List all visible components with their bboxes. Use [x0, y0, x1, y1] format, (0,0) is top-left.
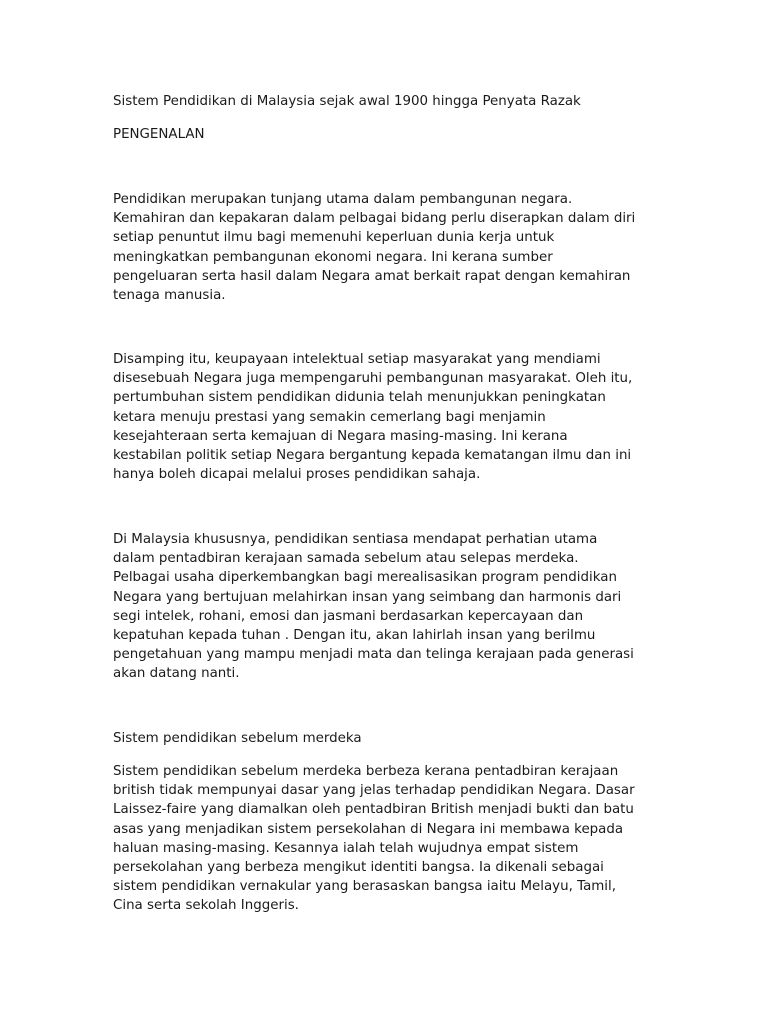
document-title: Sistem Pendidikan di Malaysia sejak awal 1900 hingga Penyata Razak — [113, 94, 581, 109]
paragraph: Di Malaysia khususnya, pendidikan sentiasa mendapat perhatian utama dalam pentadbiran kerajaan samada sebelum atau selepas merdeka. Pelbagai usaha diperkembangkan bagi merealisasikan program pendidikan Negara yang bertujuan melahirkan insan yang seimbang dan harmonis dari segi intelek, rohani, emosi dan jasmani berdasarkan kepercayaan dan kepatuhan kepada tuhan . Dengan itu, akan lahirlah insan yang berilmu pengetahuan yang mampu menjadi mata dan telinga kerajaan pada generasi akan datang nanti. — [113, 532, 634, 682]
paragraph: Disamping itu, keupayaan intelektual setiap masyarakat yang mendiami disesebuah Negara juga mempengaruhi pembangunan masyarakat. Oleh itu, pertumbuhan sistem pendidikan didunia telah menunjukkan peningkatan ketara menuju prestasi yang semakin cemerlang bagi menjamin kesejahteraan serta kemajuan di Negara masing-masing. Ini kerana kestabilan politik setiap Negara bergantung kepada kematangan ilmu dan ini hanya boleh dicapai melalui proses pendidikan sahaja. — [113, 352, 633, 483]
section-heading-sebelum-merdeka: Sistem pendidikan sebelum merdeka — [113, 731, 362, 746]
paragraph: Pendidikan merupakan tunjang utama dalam pembangunan negara. Kemahiran dan kepakaran dalam pelbagai bidang perlu diserapkan dalam diri setiap penuntut ilmu bagi memenuhi keperluan dunia kerja untuk meningkatkan pembangunan ekonomi negara. Ini kerana sumber pengeluaran serta hasil dalam Negara amat berkait rapat dengan kemahiran tenaga manusia. — [113, 192, 636, 304]
section-heading-pengenalan: PENGENALAN — [113, 127, 205, 142]
paragraph: Sistem pendidikan sebelum merdeka berbeza kerana pentadbiran kerajaan british tidak mempunyai dasar yang jelas terhadap pendidikan Negara. Dasar Laissez-faire yang diamalkan oleh pentadbiran British menjadi bukti dan batu asas yang menjadikan sistem persekolahan di Negara ini membawa kepada haluan masing-masing. Kesannya ialah telah wujudnya empat sistem persekolahan yang berbeza mengikut identiti bangsa. Ia dikenali sebagai sistem pendidikan vernakular yang berasaskan bangsa iaitu Melayu, Tamil, Cina serta sekolah Inggeris. — [113, 764, 635, 914]
